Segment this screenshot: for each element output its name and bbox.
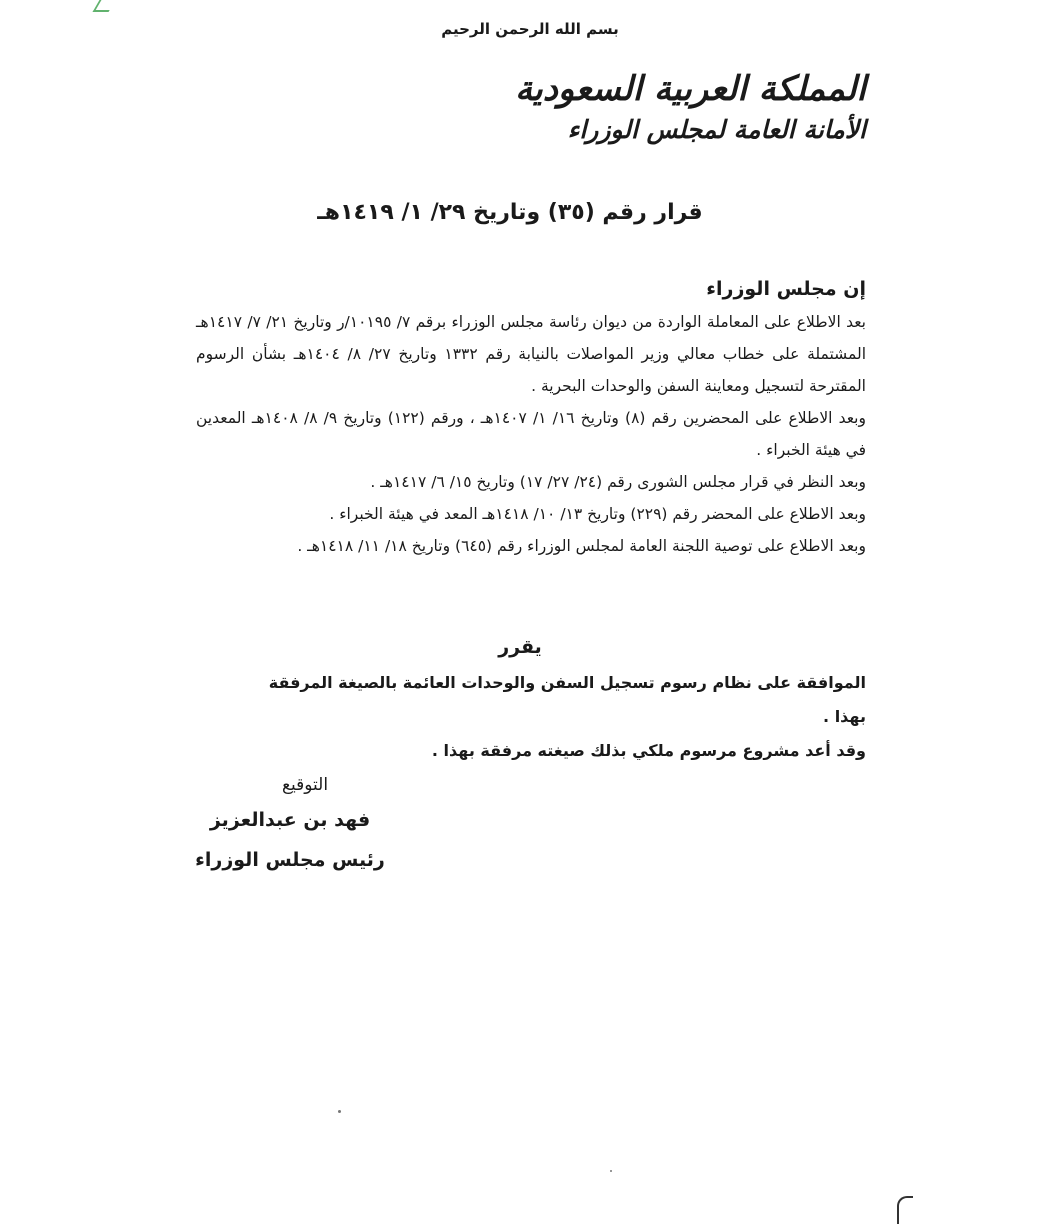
preamble-paragraph: وبعد النظر في قرار مجلس الشورى رقم (٢٤/ ٢٧/ ١٧) وتاريخ ١٥/ ٦/ ١٤١٧هـ . xyxy=(370,473,866,491)
preamble-paragraph: وبعد الاطلاع على المحضرين رقم (٨) وتاريخ ١٦/ ١/ ١٤٠٧هـ ، ورقم (١٢٢) وتاريخ ٩/ ٨/ ١٤٠٨هـ المعدين في هيئة الخبراء . xyxy=(196,409,866,459)
decision-text xyxy=(250,666,866,768)
decision-line: الموافقة على نظام رسوم تسجيل السفن والوحدات العائمة بالصيغة المرفقة بهذا . xyxy=(268,673,866,726)
signatory-name: فهد بن عبدالعزيز xyxy=(209,809,371,831)
letterhead-secretariat: الأمانة العامة لمجلس الوزراء xyxy=(567,115,866,144)
preamble-paragraph: وبعد الاطلاع على توصية اللجنة العامة لمجلس الوزراء رقم (٦٤٥) وتاريخ ١٨/ ١١/ ١٤١٨هـ . xyxy=(297,537,866,555)
decides-heading: يقرر xyxy=(498,636,542,658)
scan-speck xyxy=(610,1170,612,1172)
signatory-title: رئيس مجلس الوزراء xyxy=(195,849,385,871)
letterhead xyxy=(515,66,866,148)
signature-label: التوقيع xyxy=(281,775,329,795)
scan-edge-mark xyxy=(897,1196,913,1224)
scan-speck xyxy=(338,1110,341,1113)
scan-corner-mark xyxy=(93,0,116,12)
decision-line: وقد أعد مشروع مرسوم ملكي بذلك صيغته مرفقة بهذا . xyxy=(431,741,866,760)
decision-title: قرار رقم (٣٥) وتاريخ ٢٩/ ١/ ١٤١٩هـ xyxy=(317,200,703,225)
preamble xyxy=(196,274,866,562)
letterhead-kingdom: المملكة العربية السعودية xyxy=(515,69,866,109)
basmala: بسم الله الرحمن الرحيم xyxy=(441,20,619,38)
preamble-paragraph: بعد الاطلاع على المعاملة الواردة من ديوان رئاسة مجلس الوزراء برقم ٧/ ١٠١٩٥/ر وتاريخ ٢١/ ٧/ ١٤١٧هـ المشتملة على خطاب معالي وزير المواصلات بالنيابة رقم ١٣٣٢ وتاريخ ٢٧/ ٨/ ١٤٠٤هـ بشأن الرسوم المقترحة لتسجيل ومعاينة السفن والوحدات البحرية . xyxy=(196,313,866,395)
preamble-paragraph: وبعد الاطلاع على المحضر رقم (٢٢٩) وتاريخ ١٣/ ١٠/ ١٤١٨هـ المعد في هيئة الخبراء . xyxy=(329,505,866,523)
council-heading: إن مجلس الوزراء xyxy=(706,278,866,300)
signature-block xyxy=(180,770,400,880)
